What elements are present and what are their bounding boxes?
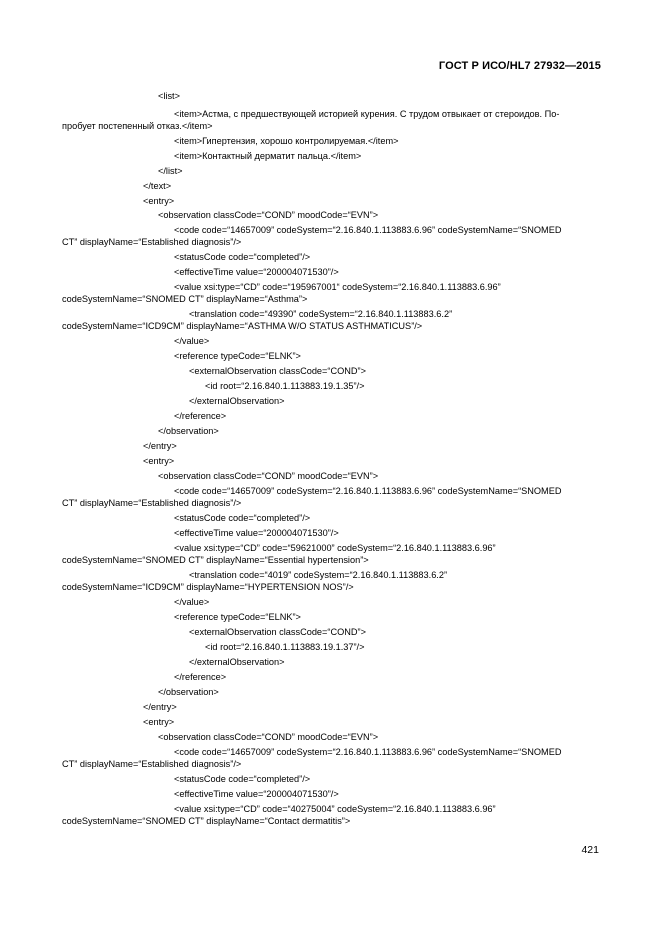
code-line: <id root=“2.16.840.1.113883.19.1.37”/> [205, 642, 365, 652]
code-line: <list> [158, 91, 180, 101]
code-line: <item>Астма, с предшествующей историей курения. С трудом отвыкает от стероидов. По- [174, 109, 560, 119]
code-line: </externalObservation> [189, 396, 285, 406]
code-line: </observation> [158, 687, 219, 697]
code-line: CT” displayName=“Established diagnosis”/> [62, 498, 242, 508]
code-line: <entry> [143, 196, 175, 206]
code-line: <externalObservation classCode=“COND”> [189, 366, 366, 376]
code-line: <item>Контактный дерматит пальца.</item> [174, 151, 362, 161]
page-number: 421 [581, 844, 599, 856]
code-line: </value> [174, 336, 210, 346]
standard-header: ГОСТ Р ИСО/HL7 27932—2015 [438, 60, 601, 72]
code-line: <translation code=“49390” codeSystem=“2.16.840.1.113883.6.2” [189, 309, 453, 319]
code-line: <code code=“14657009” codeSystem=“2.16.840.1.113883.6.96” codeSystemName=“SNOMED [174, 225, 562, 235]
code-line: <id root=“2.16.840.1.113883.19.1.35”/> [205, 381, 365, 391]
code-line: <statusCode code=“completed”/> [174, 513, 311, 523]
code-line: <effectiveTime value=“200004071530”/> [174, 789, 339, 799]
code-line: <externalObservation classCode=“COND”> [189, 627, 366, 637]
code-line: codeSystemName=“ICD9CM” displayName=“HYPERTENSION NOS”/> [62, 582, 354, 592]
code-line: <entry> [143, 717, 175, 727]
code-line: </reference> [174, 672, 227, 682]
code-line: <observation classCode=“COND” moodCode=“EVN”> [158, 210, 379, 220]
code-line: <value xsi:type=“CD” code=“40275004” codeSystem=“2.16.840.1.113883.6.96” [174, 804, 496, 814]
code-line: </observation> [158, 426, 219, 436]
code-line: codeSystemName=“SNOMED CT” displayName=“Essential hypertension”> [62, 555, 369, 565]
code-line: </externalObservation> [189, 657, 285, 667]
code-line: пробует постепенный отказ.</item> [62, 121, 213, 131]
code-line: </entry> [143, 441, 177, 451]
code-line: codeSystemName=“ICD9CM” displayName=“ASTHMA W/O STATUS ASTHMATICUS”/> [62, 321, 423, 331]
code-line: </list> [158, 166, 183, 176]
code-line: <item>Гипертензия, хорошо контролируемая.</item> [174, 136, 399, 146]
code-line: <entry> [143, 456, 175, 466]
code-line: </entry> [143, 702, 177, 712]
code-line: </value> [174, 597, 210, 607]
code-line: CT” displayName=“Established diagnosis”/> [62, 237, 242, 247]
code-line: <code code=“14657009” codeSystem=“2.16.840.1.113883.6.96” codeSystemName=“SNOMED [174, 747, 562, 757]
code-line: codeSystemName=“SNOMED CT” displayName=“Asthma”> [62, 294, 308, 304]
code-line: <code code=“14657009” codeSystem=“2.16.840.1.113883.6.96” codeSystemName=“SNOMED [174, 486, 562, 496]
code-line: <translation code=“4019” codeSystem=“2.16.840.1.113883.6.2” [189, 570, 448, 580]
code-line: <reference typeCode=“ELNK”> [174, 612, 301, 622]
code-line: <observation classCode=“COND” moodCode=“EVN”> [158, 732, 379, 742]
code-line: codeSystemName=“SNOMED CT” displayName=“Contact dermatitis”> [62, 816, 351, 826]
code-line: <effectiveTime value=“200004071530”/> [174, 267, 339, 277]
code-line: <observation classCode=“COND” moodCode=“EVN”> [158, 471, 379, 481]
code-line: <value xsi:type=“CD” code=“195967001“ codeSystem=“2.16.840.1.113883.6.96” [174, 282, 501, 292]
code-line: <reference typeCode=“ELNK”> [174, 351, 301, 361]
code-line: </reference> [174, 411, 227, 421]
code-line: CT” displayName=“Established diagnosis”/> [62, 759, 242, 769]
code-line: <value xsi:type=“CD” code=“59621000” codeSystem=“2.16.840.1.113883.6.96” [174, 543, 496, 553]
code-line: </text> [143, 181, 172, 191]
code-line: <statusCode code=“completed”/> [174, 252, 311, 262]
code-line: <statusCode code=“completed”/> [174, 774, 311, 784]
code-line: <effectiveTime value=“200004071530”/> [174, 528, 339, 538]
